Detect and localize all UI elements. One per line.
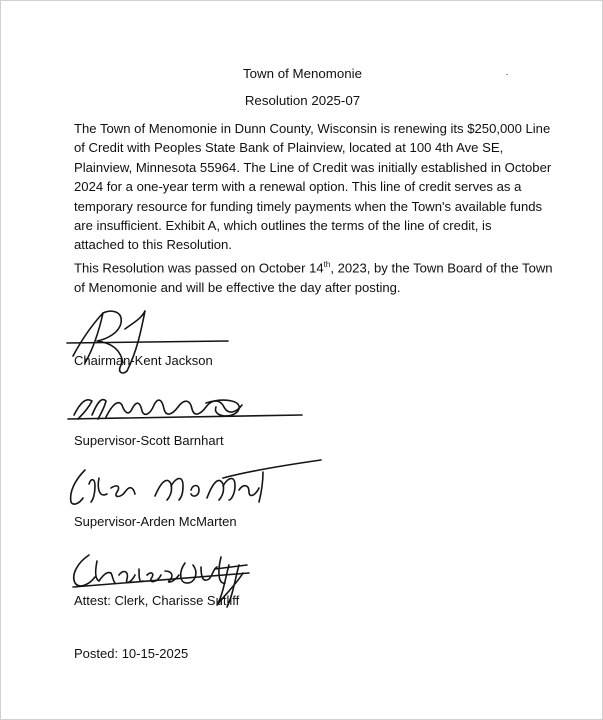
passage-paragraph [74, 255, 553, 297]
passage-text: , 2023, by the Town Board of the Town [330, 260, 553, 276]
body-line: of Credit with Peoples State Bank of Plainview, located at 100 4th Ave SE, [74, 140, 504, 156]
passage-text: This Resolution was passed on October 14 [74, 260, 324, 276]
body-line: temporary resource for funding timely payments when the Town's available funds [74, 198, 543, 214]
passage-line [74, 255, 553, 278]
barnhart-signature-image [66, 391, 306, 431]
barnhart-signature-label: Supervisor-Scott Barnhart [74, 433, 224, 448]
body-line: Plainview, Minnesota 55964. The Line of Credit was initially established in October [74, 159, 552, 175]
mcmarten-signature-image [63, 456, 328, 511]
body-line: 2024 for a one-year term with a renewal option. This line of credit serves as a [74, 179, 522, 195]
document-resolution-title: Resolution 2025-07 [244, 93, 361, 108]
posted-date: Posted: 10-15-2025 [74, 646, 189, 661]
resolution-body-paragraph [74, 119, 552, 255]
body-line: are insufficient. Exhibit A, which outlines the terms of the line of credit, is [74, 218, 492, 234]
mcmarten-signature-label: Supervisor-Arden McMarten [74, 514, 237, 529]
body-line: The Town of Menomonie in Dunn County, Wisconsin is renewing its $250,000 Line [74, 121, 551, 136]
passage-line: of Menomonie and will be effective the day after posting. [74, 279, 401, 295]
document-town-title: Town of Menomonie [243, 66, 362, 81]
ordinal-suffix: th [323, 260, 331, 269]
clerk-signature-label: Attest: Clerk, Charisse Sutliff [74, 593, 240, 608]
chairman-signature-label: Chairman-Kent Jackson [74, 353, 213, 368]
body-line: attached to this Resolution. [74, 237, 232, 253]
